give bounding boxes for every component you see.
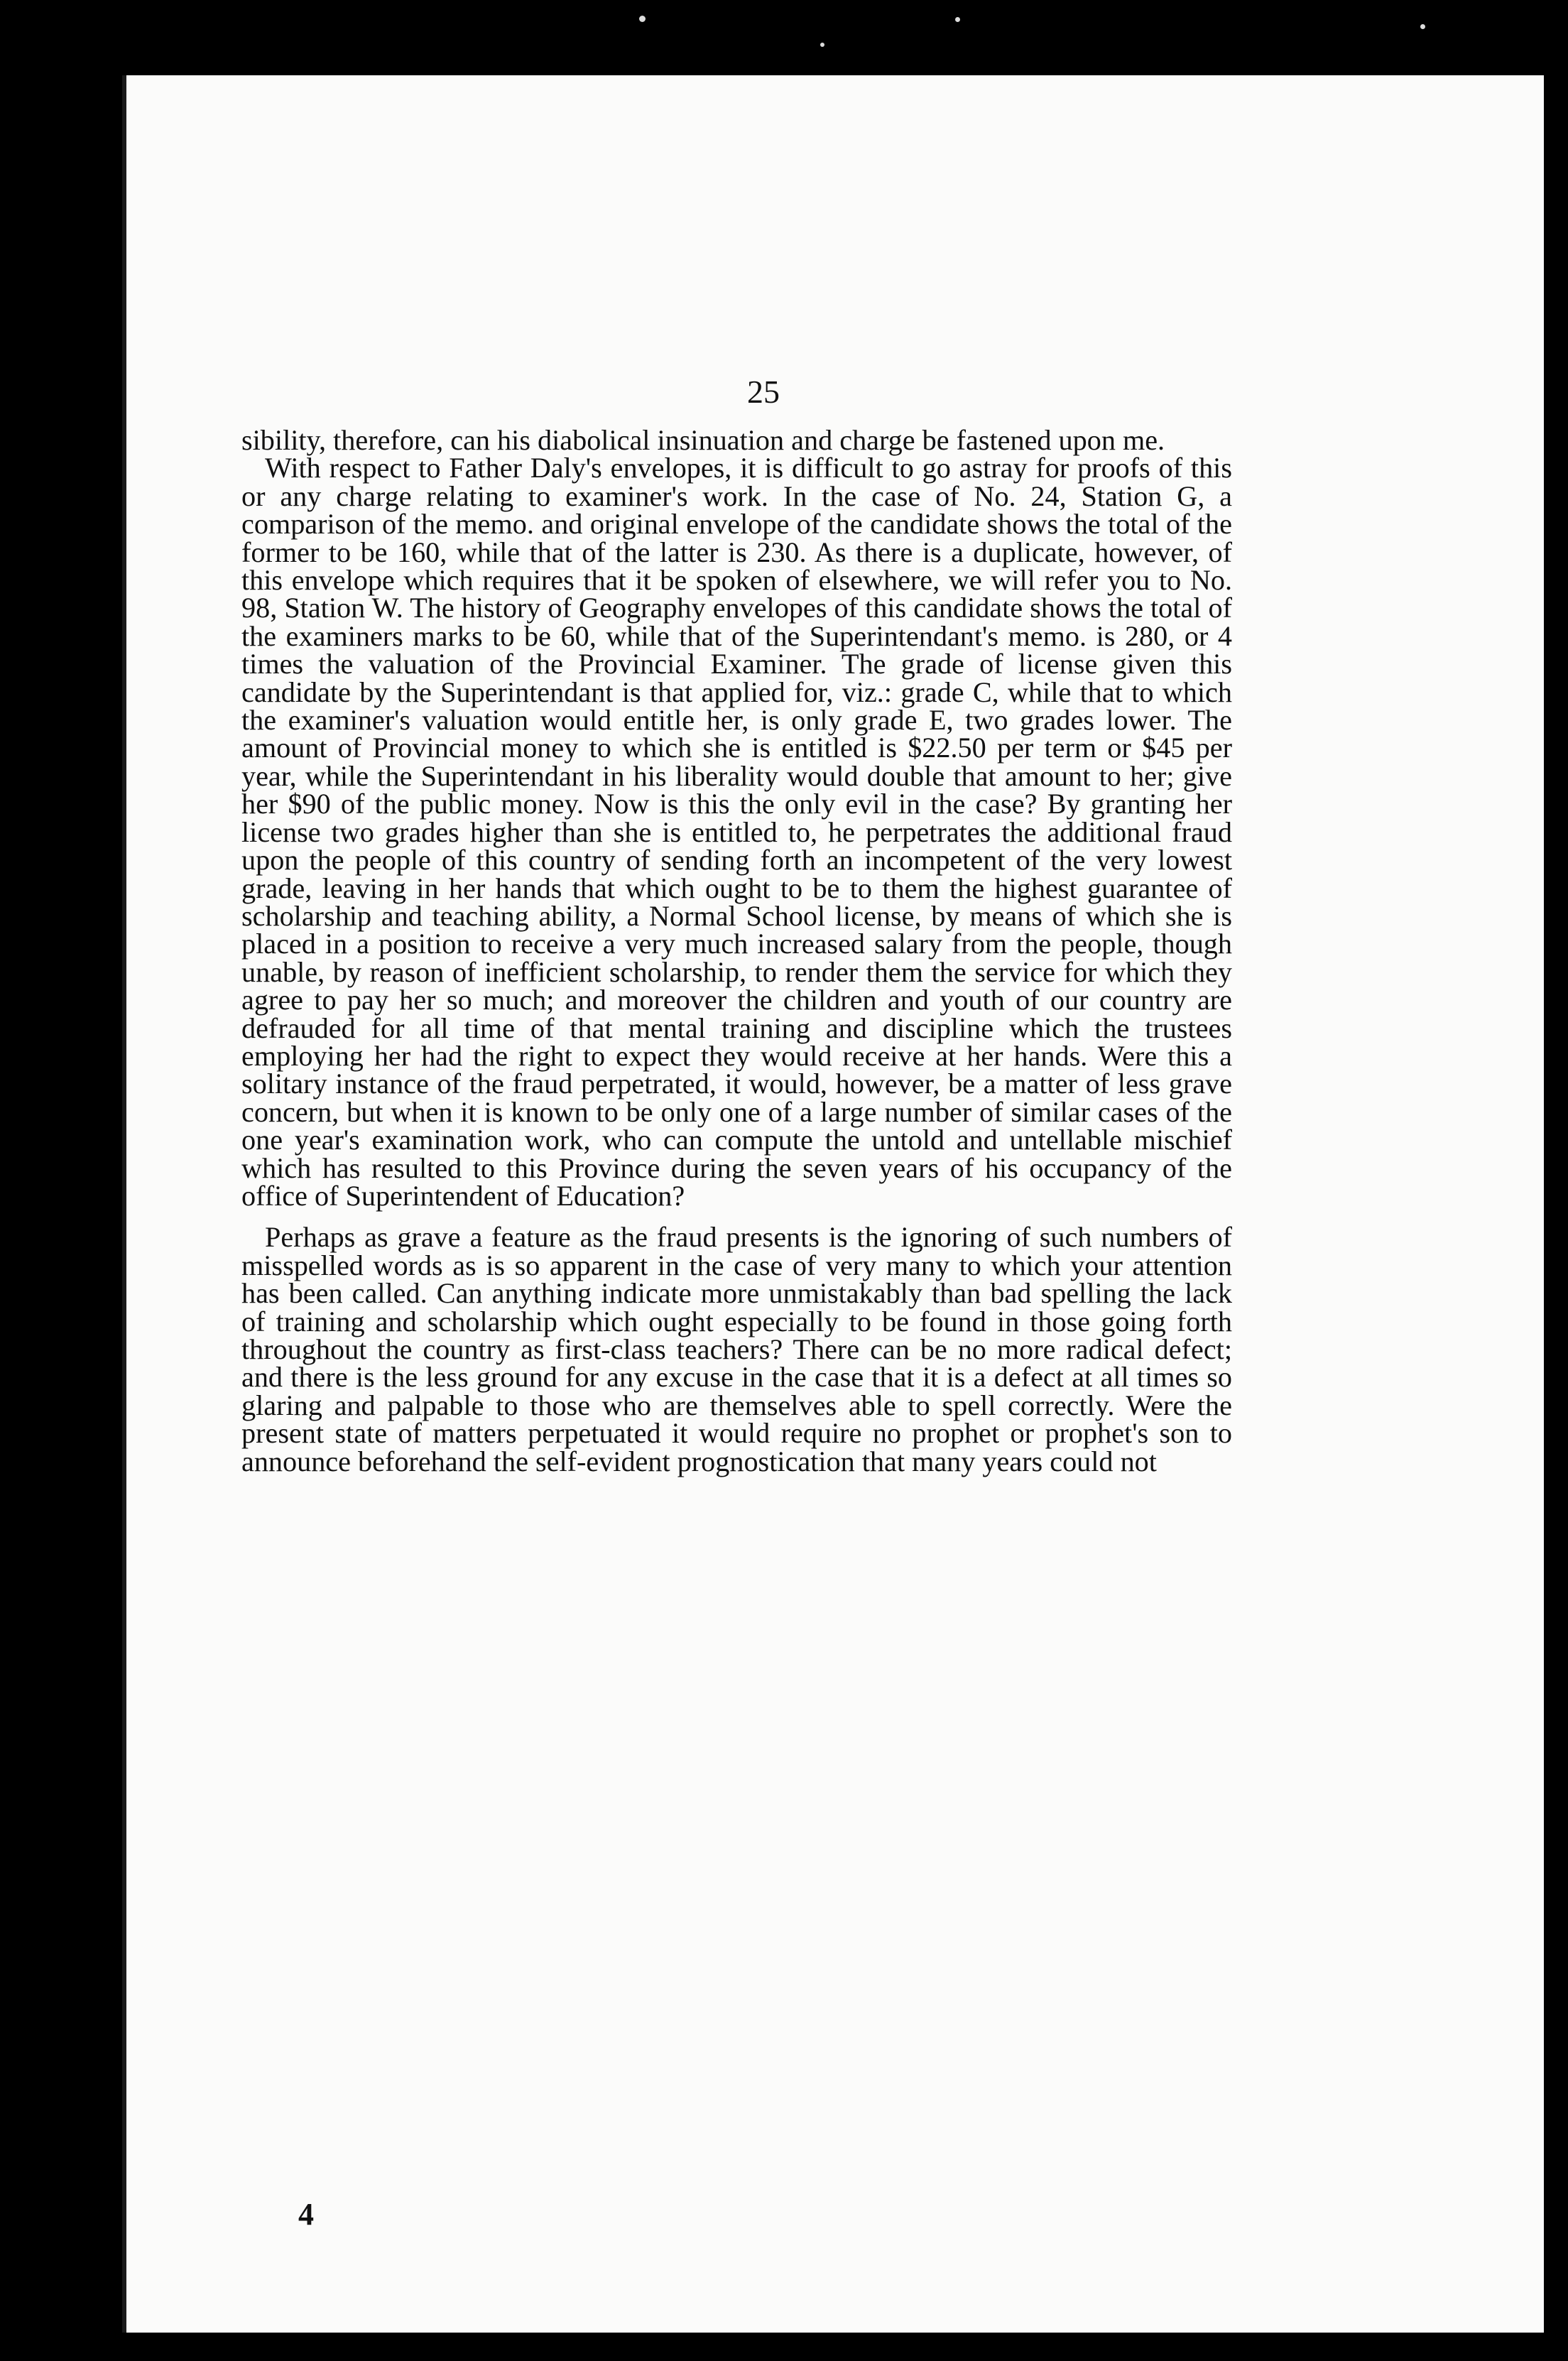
paragraph-continuation: sibility, therefore, can his diabolical insinuation and charge be fastened upon me.: [241, 424, 1165, 456]
scan-speck: [955, 17, 960, 22]
paragraph-misspelled-words: Perhaps as grave a feature as the fraud presents is the ignoring of such numbers of misspelled words as is so apparent in the case of very many to which your attention has been called. Can anything indicate more unmistakably than bad spelling the lack of training and scholarship which ought especially to be found in those going forth throughout the country as first-class teachers? There can be no more radical defect; and there is the less ground for any excuse in the case that it is a defect at all times so glaring and palpable to those who are themselves able to spell correctly. Were the present state of matters perpetuated it would require no prophet or prophet's son to announce beforehand the self-evident prognostication that many years could not: [241, 1221, 1232, 1477]
scan-speck: [820, 43, 824, 47]
signature-mark: 4: [298, 2197, 314, 2232]
body-text: [241, 426, 1232, 1475]
scan-speck: [639, 16, 646, 22]
paragraph-daly-envelopes: With respect to Father Daly's envelopes, it is difficult to go astray for proofs of this or any charge relating to examiner's work. In the case of No. 24, Station G, a comparison of the memo. and original envelope of the candidate shows the total of the former to be 160, while that of the latter is 230. As there is a duplicate, however, of this envelope which requires that it be spoken of elsewhere, we will refer you to No. 98, Station W. The history of Geography envelopes of this candidate shows the total of the examiners marks to be 60, while that of the Superintendant's memo. is 280, or 4 times the valuation of the Provincial Examiner. The grade of license given this candidate by the Superintendant is that applied for, viz.: grade C, while that to which the examiner's valuation would entitle her, is only grade E, two grades lower. The amount of Provincial money to which she is entitled is $22.50 per term or $45 per year, while the Superintendant in his liberality would double that amount to her; give her $90 of the public money. Now is this the only evil in the case? By granting her license two grades higher than she is entitled to, he perpetrates the additional fraud upon the people of this country of sending forth an incompetent of the very lowest grade, leaving in her hands that which ought to be to them the highest guarantee of scholarship and teaching ability, a Normal School license, by means of which she is placed in a position to receive a very much increased salary from the people, though unable, by reason of inefficient scholarship, to render them the service for which they agree to pay her so much; and moreover the children and youth of our country are defrauded for all time of that mental training and discipline which the trustees employing her had the right to expect they would receive at her hands. Were this a solitary instance of the fraud perpetrated, it would, however, be a matter of less grave concern, but when it is known to be only one of a large number of similar cases of the one year's examination work, who can compute the untold and untellable mischief which has resulted to this Province during the seven years of his occupancy of the office of Superintendent of Education?: [241, 452, 1232, 1212]
scan-speck: [1420, 24, 1425, 29]
page-number: 25: [747, 374, 780, 410]
